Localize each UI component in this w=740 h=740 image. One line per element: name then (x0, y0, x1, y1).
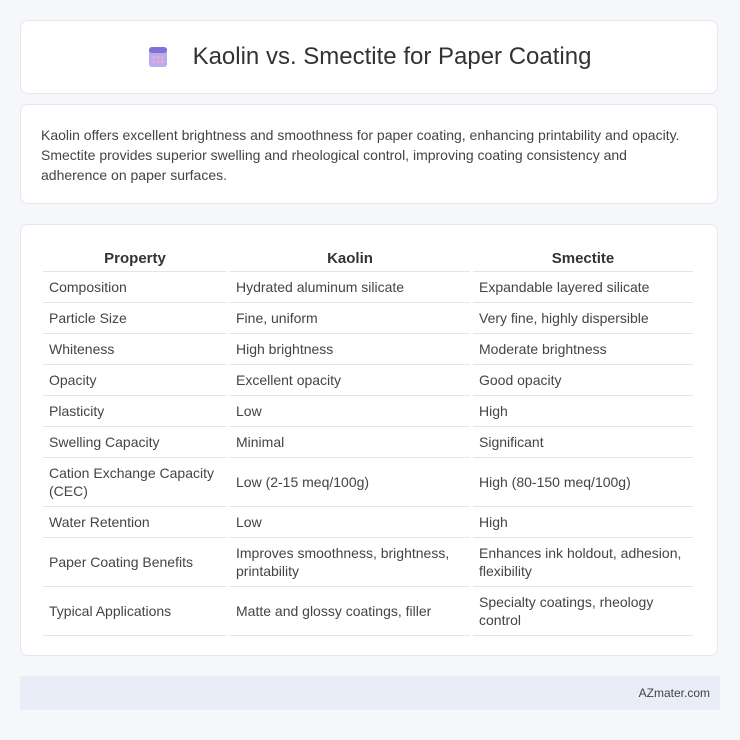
header-property: Property (43, 245, 227, 272)
cell-property: Paper Coating Benefits (43, 538, 227, 587)
footer-brand: AZmater.com (638, 686, 710, 700)
cell-property: Composition (43, 272, 227, 303)
page-title-text: Kaolin vs. Smectite for Paper Coating (192, 43, 592, 70)
cell-property: Opacity (43, 365, 227, 396)
cell-property: Plasticity (43, 396, 227, 427)
cell-kaolin: Excellent opacity (230, 365, 470, 396)
table-row (43, 507, 693, 538)
table-row (43, 427, 693, 458)
cell-smectite: Moderate brightness (473, 334, 693, 365)
comparison-table-card (20, 224, 718, 656)
cell-kaolin: Low (230, 507, 470, 538)
table-header-row (43, 245, 693, 272)
cell-smectite: High (473, 396, 693, 427)
cell-kaolin: Low (230, 396, 470, 427)
table-row (43, 458, 693, 507)
table-row (43, 334, 693, 365)
table-row (43, 272, 693, 303)
calculator-icon (147, 46, 169, 68)
page-title (147, 43, 592, 71)
cell-smectite: Expandable layered silicate (473, 272, 693, 303)
cell-smectite: Specialty coatings, rheology control (473, 587, 693, 636)
cell-smectite: Enhances ink holdout, adhesion, flexibility (473, 538, 693, 587)
cell-smectite: Significant (473, 427, 693, 458)
table-row (43, 396, 693, 427)
cell-kaolin: Minimal (230, 427, 470, 458)
cell-property: Whiteness (43, 334, 227, 365)
cell-kaolin: Fine, uniform (230, 303, 470, 334)
cell-kaolin: Hydrated aluminum silicate (230, 272, 470, 303)
footer (20, 676, 720, 710)
table-row (43, 587, 693, 636)
header-kaolin: Kaolin (230, 245, 470, 272)
table-row (43, 303, 693, 334)
header-smectite: Smectite (473, 245, 693, 272)
summary-text: Kaolin offers excellent brightness and smoothness for paper coating, enhancing printability and opacity. Smectite provides superior swelling and rheological control, improving coating consistency and adherence on paper surfaces. (41, 127, 680, 183)
table-row (43, 365, 693, 396)
cell-smectite: High (473, 507, 693, 538)
cell-kaolin: High brightness (230, 334, 470, 365)
cell-smectite: High (80-150 meq/100g) (473, 458, 693, 507)
cell-smectite: Good opacity (473, 365, 693, 396)
cell-kaolin: Low (2-15 meq/100g) (230, 458, 470, 507)
cell-property: Particle Size (43, 303, 227, 334)
cell-property: Typical Applications (43, 587, 227, 636)
cell-property: Water Retention (43, 507, 227, 538)
cell-smectite: Very fine, highly dispersible (473, 303, 693, 334)
summary-card (20, 104, 718, 204)
table-row (43, 538, 693, 587)
cell-property: Cation Exchange Capacity (CEC) (43, 458, 227, 507)
comparison-table (40, 245, 696, 636)
cell-property: Swelling Capacity (43, 427, 227, 458)
cell-kaolin: Improves smoothness, brightness, printability (230, 538, 470, 587)
cell-kaolin: Matte and glossy coatings, filler (230, 587, 470, 636)
title-card (20, 20, 718, 94)
